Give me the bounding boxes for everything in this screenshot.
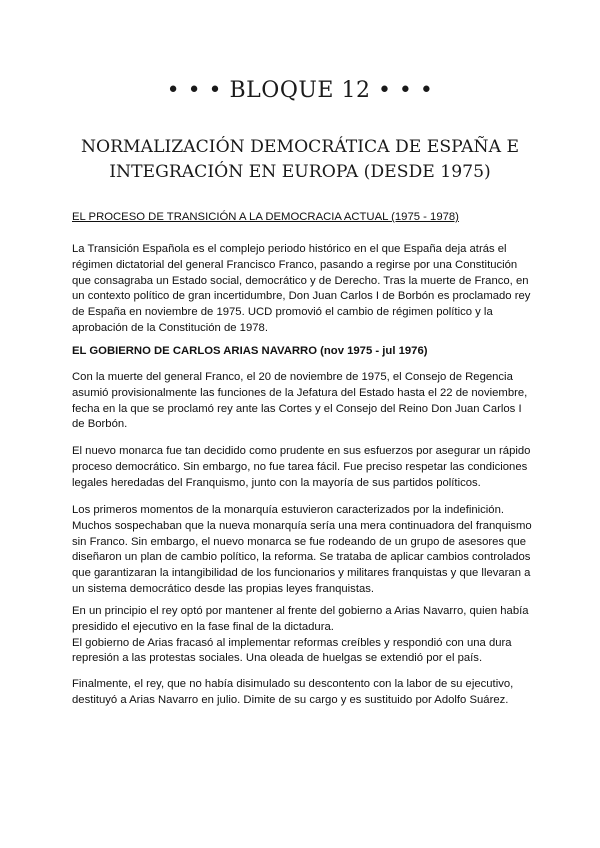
text-line: aprobación de la Constitución de 1978. (72, 321, 268, 334)
text-line: que consagraba un Estado social, democrático y de Derecho. Tras la muerte de Franco, en (72, 274, 529, 287)
text-line: fecha en la que se proclamó rey ante las Cortes y el Consejo del Reino Don Juan Carlos I (72, 402, 522, 415)
text-line: de Borbón. (72, 418, 128, 431)
text-line: El gobierno de Arias fracasó al implementar reformas creíbles y respondió con una dura (72, 636, 512, 649)
text-line: Con la muerte del general Franco, el 20 de noviembre de 1975, el Consejo de Regencia (72, 371, 513, 383)
text-line: destituyó a Arias Navarro en julio. Dimite de su cargo y es sustituido por Adolfo Suárez. (72, 693, 509, 706)
document-title-line: NORMALIZACIÓN DEMOCRÁTICA DE ESPAÑA E (80, 137, 519, 157)
text-line: de España en noviembre de 1975. UCD promovió el cambio de régimen político y la (72, 306, 493, 319)
intro-paragraph (72, 242, 532, 337)
text-line: asumió provisionalmente las funciones de la Jefatura del Estado hasta el 22 de noviembre, (72, 386, 528, 399)
paragraph-5 (72, 677, 532, 709)
text-line: un sistema democrático desde las propias leyes franquistas. (72, 582, 375, 595)
paragraph-3 (72, 503, 532, 598)
document-title (70, 135, 530, 185)
paragraph-4 (72, 604, 532, 667)
bloque-heading: • • • BLOQUE 12 • • • (166, 78, 434, 103)
text-line: represión a las protestas sociales. Una oleada de huelgas se extendió por el país. (72, 652, 483, 665)
section-title: EL PROCESO DE TRANSICIÓN A LA DEMOCRACIA ACTUAL (1975 - 1978) (72, 211, 459, 223)
subsection-heading: EL GOBIERNO DE CARLOS ARIAS NAVARRO (nov 1975 - jul 1976) (72, 345, 428, 357)
paragraph-1 (72, 370, 532, 433)
text-line: que garantizaran la intangibilidad de los funcionarios y militares franquistas y que llevaran a (72, 567, 531, 580)
text-line: legales heredadas del Franquismo, junto con la mayoría de sus partidos políticos. (72, 476, 481, 489)
text-line: Los primeros momentos de la monarquía estuvieron caracterizados por la indefinición. (72, 504, 505, 516)
text-line: un contexto político de gran incertidumbre, Don Juan Carlos I de Borbón es proclamado rey (72, 290, 531, 303)
text-line: Finalmente, el rey, que no había disimulado su descontento con la labor de su ejecutivo, (72, 678, 514, 690)
text-line: presidido el ejecutivo en la fase final de la dictadura. (72, 620, 334, 633)
text-line: diseñaron un plan de cambio político, la reforma. Se trataba de aplicar cambios controlados (72, 551, 531, 564)
text-line: La Transición Española es el complejo periodo histórico en el que España deja atrás el (72, 243, 507, 255)
document-title-line: INTEGRACIÓN EN EUROPA (DESDE 1975) (109, 162, 491, 182)
text-line: En un principio el rey optó por mantener al frente del gobierno a Arias Navarro, quien había (72, 605, 529, 617)
paragraph-2 (72, 444, 532, 491)
text-line: Muchos sospechaban que la nueva monarquía sería una mera continuadora del franquismo (72, 519, 532, 532)
text-line: régimen dictatorial del general Francisco Franco, pasando a regirse por una Constitución (72, 258, 518, 271)
text-line: proceso democrático. Sin embargo, no fue tarea fácil. Fue preciso respetar las condiciones (72, 460, 528, 473)
text-line: sin Franco. Sin embargo, el nuevo monarca se fue rodeando de un grupo de asesores que (72, 535, 527, 548)
text-line: El nuevo monarca fue tan decidido como prudente en sus esfuerzos por asegurar un rápido (72, 445, 531, 457)
